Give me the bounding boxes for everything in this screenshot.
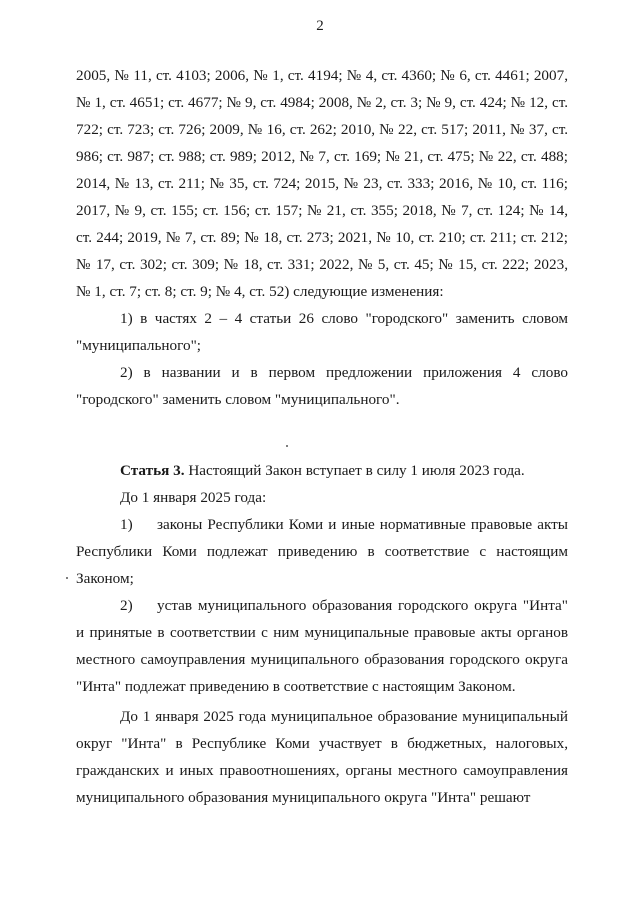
- sub-item-1-number: 1): [120, 516, 133, 533]
- article-3-heading-paragraph: [76, 457, 568, 484]
- scan-speck: [66, 577, 68, 579]
- article-3-section: [76, 457, 568, 811]
- sub-item-1: [76, 511, 568, 592]
- page-number: 2: [316, 18, 324, 34]
- final-paragraph: До 1 января 2025 года муниципальное образование муниципальный округ "Инта" в Республике Коми участвует в бюджетных, налоговых, гражданских и иных правоотношениях, органы местного самоуправления муниципального образования муниципального округа "Инта" решают: [76, 708, 568, 806]
- until-2025-paragraph: До 1 января 2025 года:: [120, 489, 267, 506]
- article-3-text: Настоящий Закон вступает в силу 1 июля 2023 года.: [184, 462, 525, 479]
- sub-item-2: [76, 592, 568, 700]
- citation-paragraph: 2005, № 11, ст. 4103; 2006, № 1, ст. 4194; № 4, ст. 4360; № 6, ст. 4461; 2007, № 1, ст. 4651; ст. 4677; № 9, ст. 4984; 2008, № 2, ст. 3; № 9, ст. 424; № 12, ст. 722; ст. 723; ст. 726; 2009, № 16, ст. 262; 2010, № 22, ст. 517; 2011, № 37, ст. 986; ст. 987; ст. 988; ст. 989; 2012, № 7, ст. 169; № 21, ст. 475; № 22, ст. 488; 2014, № 13, ст. 211; № 35, ст. 724; 2015, № 23, ст. 333; 2016, № 10, ст. 116; 2017, № 9, ст. 155; ст. 156; ст. 157; № 21, ст. 355; 2018, № 7, ст. 124; № 14, ст. 244; 2019, № 7, ст. 89; № 18, ст. 273; 2021, № 10, ст. 210; ст. 211; ст. 212; № 17, ст. 302; ст. 309; № 18, ст. 331; 2022, № 5, ст. 45; № 15, ст. 222; 2023, № 1, ст. 7; ст. 8; ст. 9; № 4, ст. 52) следующие изменения:: [76, 67, 568, 300]
- sub-item-2-text: устав муниципального образования городского округа "Инта" и принятые в соответствии с ним муниципальные правовые акты органов местного самоуправления муниципального образования городского округа "Инта" подлежат приведению в соответствие с настоящим Законом.: [76, 597, 568, 695]
- amendment-item-2: 2) в названии и в первом предложении приложения 4 слово "городского" заменить словом "муниципального".: [76, 364, 568, 408]
- amendment-continuation: [76, 62, 568, 413]
- amendment-item-1: 1) в частях 2 – 4 статьи 26 слово "городского" заменить словом "муниципального";: [76, 310, 568, 354]
- article-3-title: Статья 3.: [120, 462, 185, 479]
- sub-item-1-text: законы Республики Коми и иные нормативные правовые акты Республики Коми подлежат приведению в соответствие с настоящим Законом;: [76, 516, 568, 587]
- scan-speck: [286, 445, 288, 447]
- sub-item-2-number: 2): [120, 597, 133, 614]
